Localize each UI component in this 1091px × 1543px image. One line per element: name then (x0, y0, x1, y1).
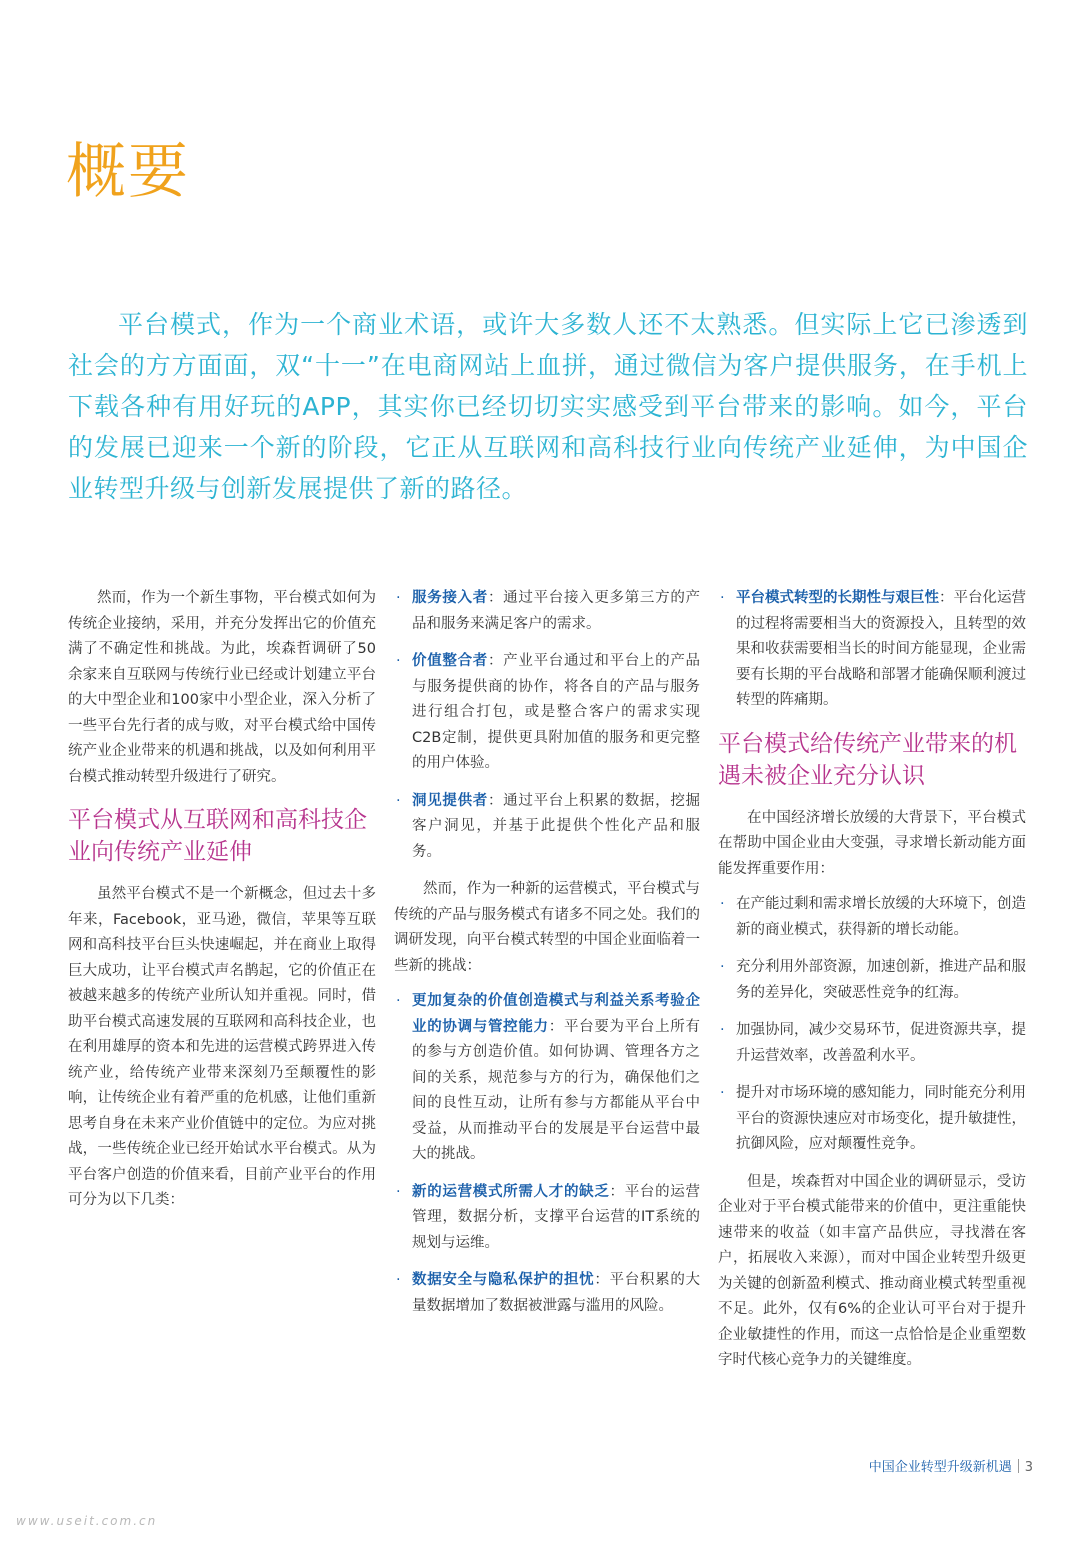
paragraph: 但是，埃森哲对中国企业的调研显示，受访企业对于平台模式能带来的价值中，更注重能快速带来的收益（如丰富产品供应，寻找潜在客户，拓展收入来源），而对中国企业转型升级更为关键的创新盈利模式、推动商业模式转型重视不足。此外，仅有6%的企业认可平台对于提升企业敏捷性的作用，而这一点恰恰是企业重塑数字时代核心竞争力的关键维度。 (718, 1173, 1026, 1368)
paragraph: 然而，作为一种新的运营模式，平台模式与传统的产品与服务模式有诸多不同之处。我们的调研发现，向平台模式转型的中国企业面临着一些新的挑战： (394, 881, 700, 974)
bullet-icon: · (396, 653, 401, 669)
bullet-term: 服务接入者 (412, 590, 488, 606)
bullet-icon: · (396, 1272, 401, 1288)
list-item (718, 955, 1026, 1006)
bullet-icon: · (720, 959, 725, 975)
bullet-list (718, 892, 1026, 1158)
bullet-text: ：通过平台上积累的数据，挖掘客户洞见，并基于此提供个性化产品和服务。 (412, 792, 701, 860)
paragraph: 虽然平台模式不是一个新概念，但过去十多年来，Facebook，亚马逊，微信，苹果等互联网和高科技平台巨头快速崛起，并在商业上取得巨大成功，让平台模式声名鹊起，它的价值正在被越来越多的传统产业所认知并重视。同时，借助平台模式高速发展的互联网和高科技企业，也在利用雄厚的资本和先进的运营模式跨界进入传统产业，给传统产业带来深刻乃至颠覆性的影响，让传统企业有着严重的危机感，让他们重新思考自身在未来产业价值链中的定位。为应对挑战，一些传统企业已经开始试水平台模式。从为平台客户创造的价值来看，目前产业平台的作用可分为以下几类： (68, 886, 376, 1208)
list-item (394, 989, 700, 1168)
bullet-icon: · (720, 896, 725, 912)
bullet-text: ：平台积累的大量数据增加了数据被泄露与滥用的风险。 (412, 1272, 701, 1314)
bullet-text: 加强协同，减少交易环节，促进资源共享，提升运营效率，改善盈利水平。 (736, 1022, 1026, 1064)
section-heading: 平台模式给传统产业带来的机遇未被企业充分认识 (718, 730, 1017, 789)
bullet-icon: · (396, 590, 401, 606)
bullet-icon: · (720, 1022, 725, 1038)
bullet-text: 在产能过剩和需求增长放缓的大环境下，创造新的商业模式，获得新的增长动能。 (736, 896, 1026, 938)
bullet-text: ：通过平台接入更多第三方的产品和服务来满足客户的需求。 (412, 590, 701, 632)
bullet-list (718, 586, 1026, 714)
bullet-term: 新的运营模式所需人才的缺乏 (412, 1183, 610, 1200)
column-1 (68, 586, 376, 1214)
bullet-icon: · (396, 1183, 401, 1200)
bullet-term: 价值整合者 (412, 653, 488, 669)
list-item (394, 1268, 700, 1319)
bullet-text: 充分利用外部资源，加速创新，推进产品和服务的差异化，突破恶性竞争的红海。 (736, 959, 1026, 1001)
column-2 (394, 586, 700, 1331)
footer-divider (1018, 1459, 1019, 1473)
bullet-icon: · (720, 1085, 725, 1101)
list-item (718, 586, 1026, 714)
bullet-text: 提升对市场环境的感知能力，同时能充分利用平台的资源快速应对市场变化，提升敏捷性，抗御风险，应对颠覆性竞争。 (736, 1085, 1026, 1152)
column-3 (718, 586, 1026, 1374)
list-item (394, 789, 700, 866)
paragraph: 然而，作为一个新生事物，平台模式如何为传统企业接纳，采用，并充分发挥出它的价值充满了不确定性和挑战。为此，埃森哲调研了50余家来自互联网与传统行业已经或计划建立平台的大中型企业和100家中小型企业，深入分析了一些平台先行者的成与败，对平台模式给中国传统产业企业带来的机遇和挑战，以及如何利用平台模式推动转型升级进行了研究。 (68, 590, 376, 785)
footer-title: 中国企业转型升级新机遇 (868, 1460, 1012, 1475)
bullet-icon: · (396, 792, 401, 809)
list-item (394, 586, 700, 637)
bullet-list (394, 586, 700, 865)
bullet-term: 洞见提供者 (412, 792, 488, 809)
bullet-text: ：平台的运营管理，数据分析，支撑平台运营的IT系统的规划与运维。 (412, 1183, 701, 1251)
paragraph: 在中国经济增长放缓的大背景下，平台模式在帮助中国企业由大变强，寻求增长新动能方面能发挥重要作用： (718, 809, 1026, 877)
page-number: 3 (1024, 1460, 1033, 1475)
page-title: 概要 (66, 137, 190, 207)
list-item (718, 1081, 1026, 1158)
bullet-text: ：平台化运营的过程将需要相当大的资源投入，且转型的效果和收获需要相当长的时间方能显现，企业需要有长期的平台战略和部署才能确保顺利渡过转型的阵痛期。 (736, 590, 1026, 708)
section-heading: 平台模式从互联网和高科技企业向传统产业延伸 (68, 807, 367, 865)
list-item (394, 649, 700, 777)
bullet-term: 平台模式转型的长期性与艰巨性 (736, 590, 939, 606)
list-item (394, 1180, 700, 1257)
bullet-list (394, 989, 700, 1319)
page-footer (869, 1458, 1033, 1478)
list-item (718, 1018, 1026, 1069)
bullet-term: 更加复杂的价值创造模式与利益关系考验企业的协调与管控能力 (412, 993, 700, 1035)
watermark: www.useit.com.cn (16, 1514, 158, 1528)
bullet-text: ：产业平台通过和平台上的产品与服务提供商的协作，将各自的产品与服务进行组合打包，或是整合客户的需求实现C2B定制，提供更具附加值的服务和更完整的用户体验。 (412, 653, 701, 771)
intro-paragraph: 平台模式，作为一个商业术语，或许大多数人还不太熟悉。但实际上它已渗透到社会的方方面面，双“十一”在电商网站上血拼，通过微信为客户提供服务，在手机上下载各种有用好玩的APP，其实你已经切切实实感受到平台带来的影响。如今，平台的发展已迎来一个新的阶段，它正从互联网和高科技行业向传统产业延伸，为中国企业转型升级与创新发展提供了新的路径。 (68, 310, 1028, 503)
list-item (718, 892, 1026, 943)
bullet-icon: · (396, 993, 401, 1009)
bullet-text: ：平台要为平台上所有的参与方创造价值。如何协调、管理各方之间的关系，规范参与方的行为，确保他们之间的良性互动，让所有参与方都能从平台中受益，从而推动平台的发展是平台运营中最大的挑战。 (412, 1018, 700, 1162)
bullet-icon: · (720, 590, 725, 606)
bullet-term: 数据安全与隐私保护的担忧 (412, 1272, 595, 1288)
